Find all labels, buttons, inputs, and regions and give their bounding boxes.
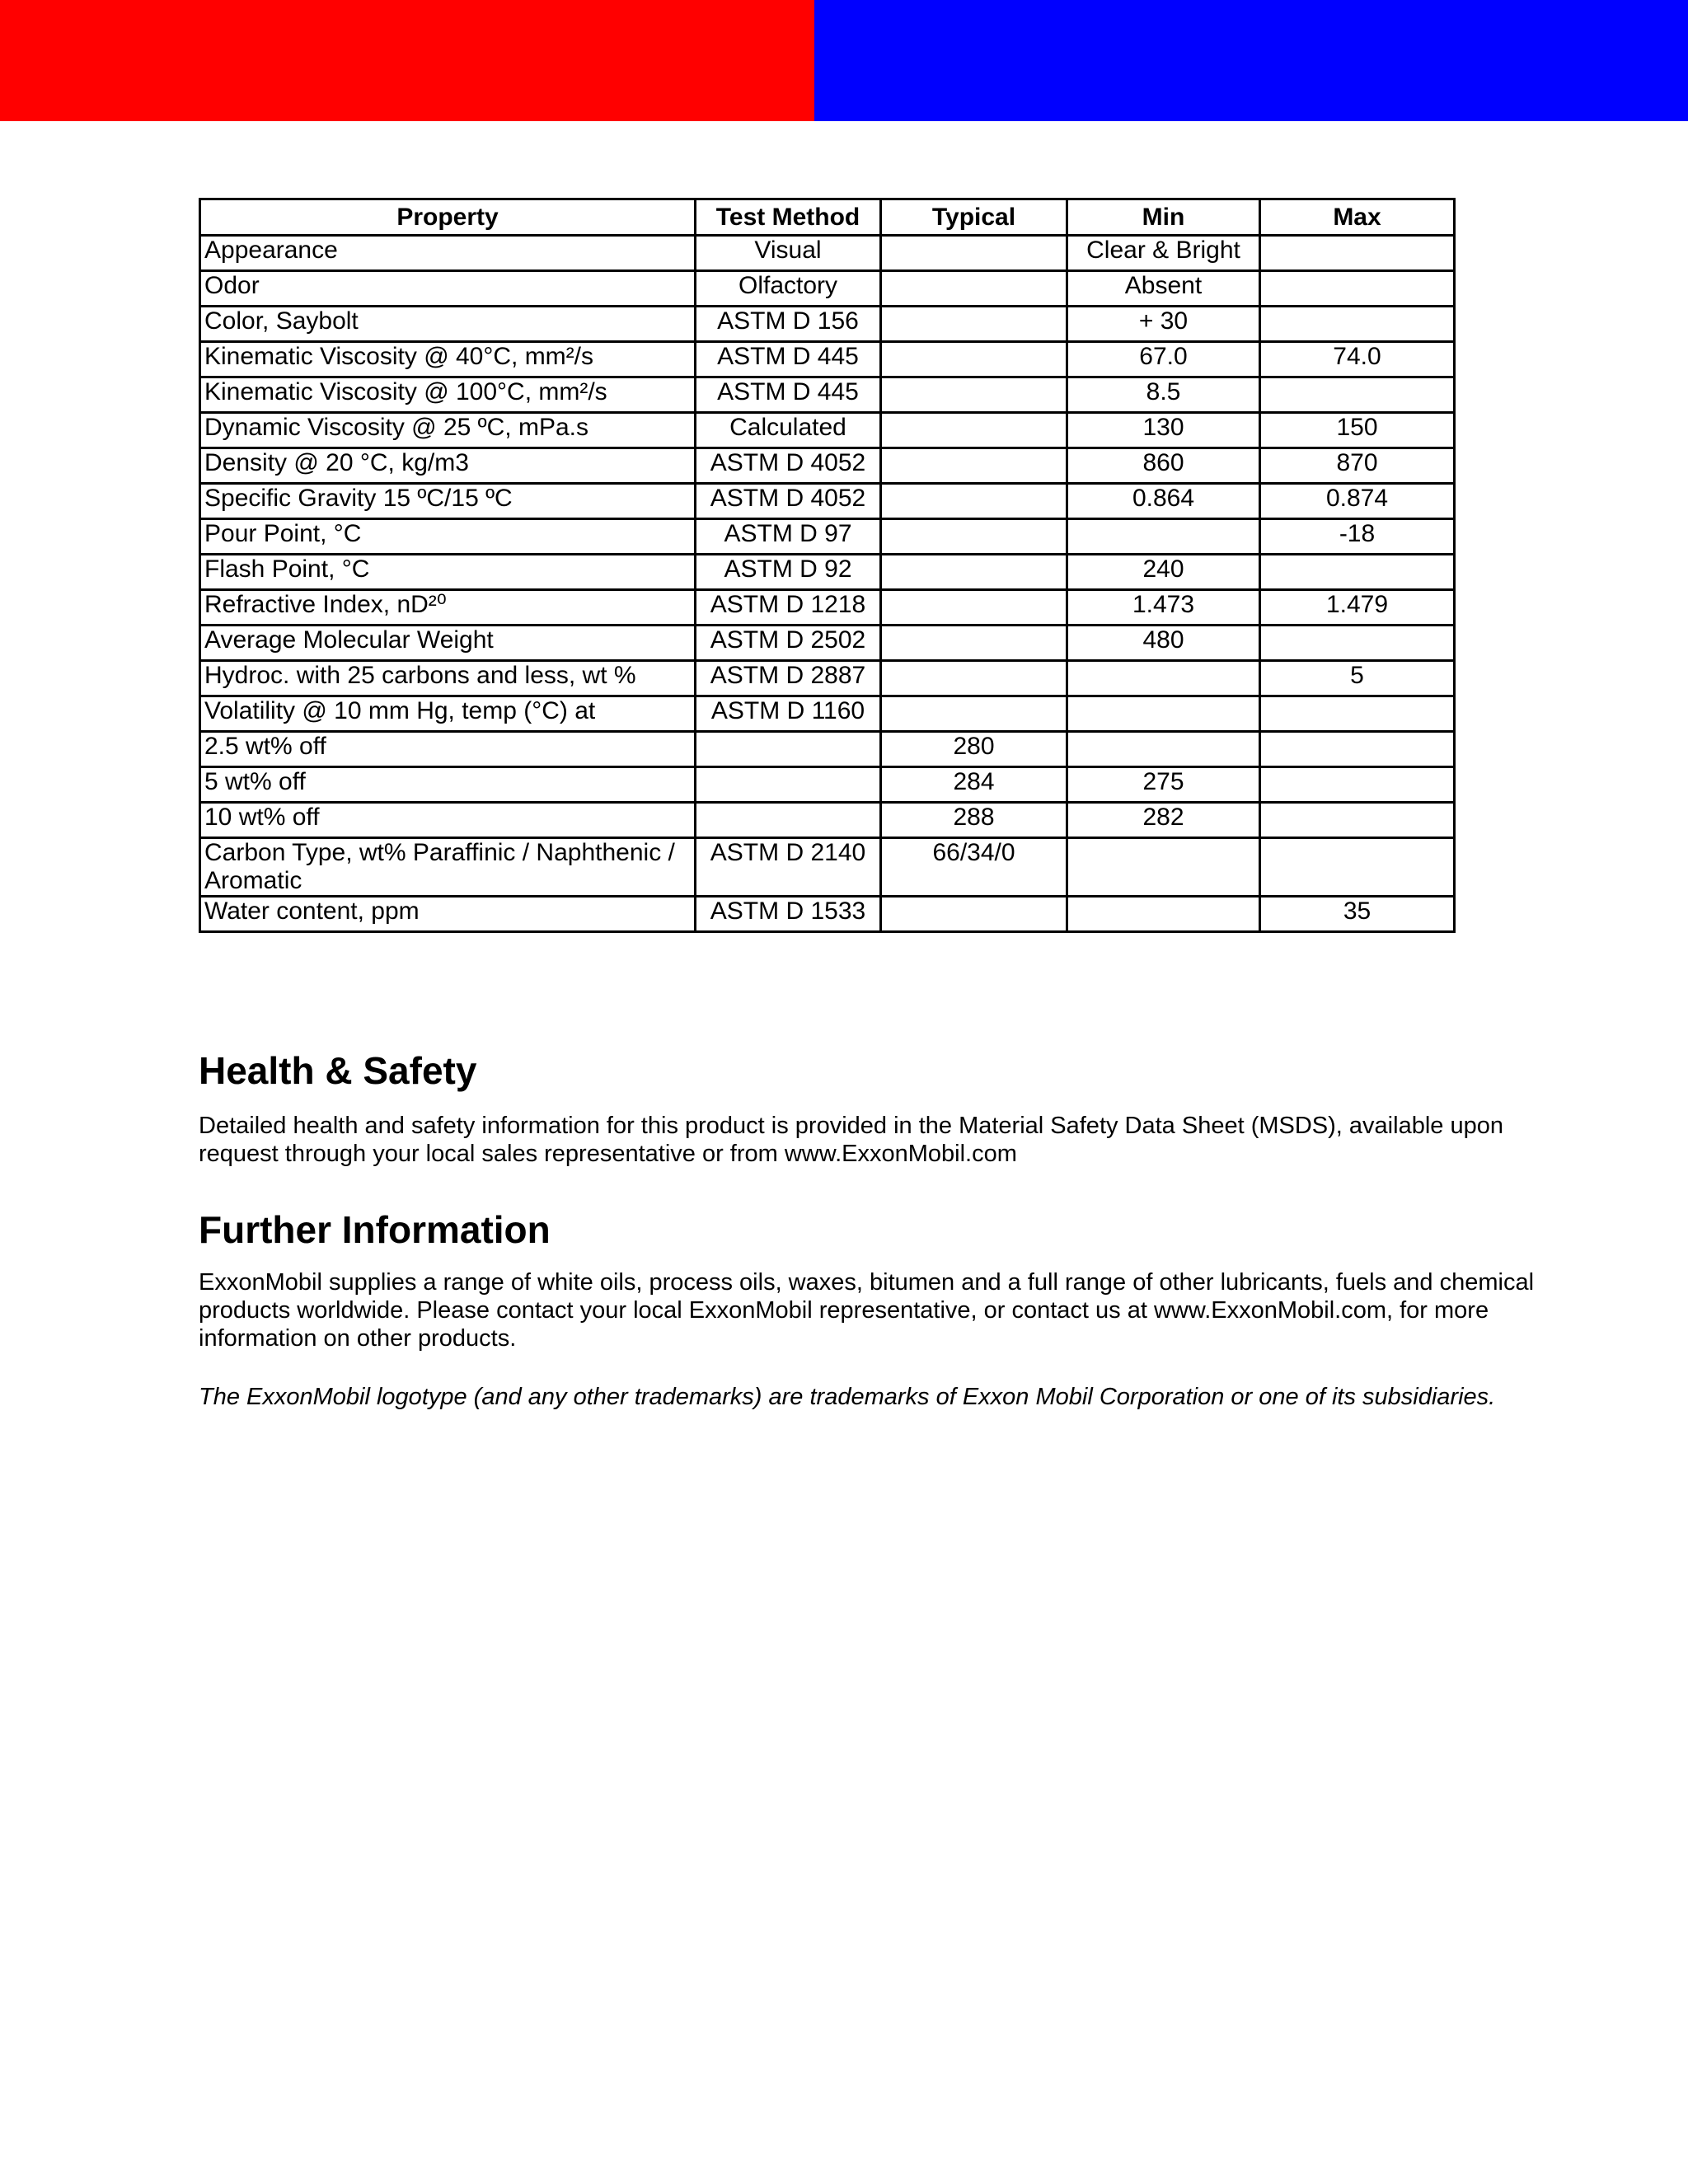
cell-test-method: Visual <box>696 236 881 271</box>
cell-min <box>1067 519 1260 555</box>
cell-min: 275 <box>1067 767 1260 803</box>
table-row <box>200 626 1455 661</box>
cell-max: 870 <box>1260 448 1455 484</box>
cell-property: Odor <box>200 271 696 307</box>
cell-property: Kinematic Viscosity @ 100°C, mm²/s <box>200 377 696 413</box>
table-row <box>200 307 1455 342</box>
cell-test-method: ASTM D 2887 <box>696 661 881 696</box>
cell-typical <box>881 342 1067 377</box>
table-row <box>200 271 1455 307</box>
cell-property: 10 wt% off <box>200 803 696 838</box>
cell-min: 130 <box>1067 413 1260 448</box>
cell-max <box>1260 307 1455 342</box>
table-row <box>200 661 1455 696</box>
cell-max: 150 <box>1260 413 1455 448</box>
column-header-property: Property <box>200 199 696 236</box>
cell-min: 860 <box>1067 448 1260 484</box>
cell-typical <box>881 897 1067 932</box>
cell-min <box>1067 897 1260 932</box>
cell-property: Appearance <box>200 236 696 271</box>
cell-typical <box>881 555 1067 590</box>
cell-typical: 280 <box>881 732 1067 767</box>
table-row <box>200 413 1455 448</box>
cell-min: 1.473 <box>1067 590 1260 626</box>
cell-max <box>1260 803 1455 838</box>
table-row <box>200 236 1455 271</box>
table-row <box>200 897 1455 932</box>
cell-max: 74.0 <box>1260 342 1455 377</box>
cell-typical <box>881 236 1067 271</box>
table-row <box>200 590 1455 626</box>
cell-typical: 288 <box>881 803 1067 838</box>
cell-min: 8.5 <box>1067 377 1260 413</box>
table-row <box>200 803 1455 838</box>
cell-min: 282 <box>1067 803 1260 838</box>
cell-min: 240 <box>1067 555 1260 590</box>
cell-test-method: ASTM D 4052 <box>696 448 881 484</box>
cell-min: Absent <box>1067 271 1260 307</box>
column-header-test-method: Test Method <box>696 199 881 236</box>
health-safety-text: Detailed health and safety information for this product is provided in the Material Safety Data Sheet (MSDS), available upon request through your local sales representative or from www.ExxonMobil.com <box>199 1113 1503 1167</box>
table-row <box>200 696 1455 732</box>
cell-test-method: ASTM D 1218 <box>696 590 881 626</box>
cell-typical: 66/34/0 <box>881 838 1067 897</box>
cell-test-method <box>696 732 881 767</box>
cell-max <box>1260 377 1455 413</box>
cell-max <box>1260 236 1455 271</box>
cell-typical <box>881 626 1067 661</box>
table-row <box>200 767 1455 803</box>
cell-property: Carbon Type, wt% Paraffinic / Naphthenic / Aromatic <box>200 838 696 897</box>
table-row <box>200 484 1455 519</box>
cell-typical <box>881 307 1067 342</box>
header-color-band <box>0 0 1688 121</box>
cell-max <box>1260 838 1455 897</box>
header-band-red <box>0 0 814 121</box>
table-row <box>200 377 1455 413</box>
cell-max: 0.874 <box>1260 484 1455 519</box>
cell-min <box>1067 661 1260 696</box>
cell-max: -18 <box>1260 519 1455 555</box>
cell-test-method: ASTM D 2140 <box>696 838 881 897</box>
cell-max <box>1260 271 1455 307</box>
cell-typical <box>881 413 1067 448</box>
further-information-heading: Further Information <box>199 1208 551 1251</box>
cell-max <box>1260 696 1455 732</box>
header-band-blue <box>814 0 1688 121</box>
cell-typical <box>881 271 1067 307</box>
table-row <box>200 519 1455 555</box>
cell-min <box>1067 732 1260 767</box>
cell-property: Volatility @ 10 mm Hg, temp (°C) at <box>200 696 696 732</box>
table-row <box>200 732 1455 767</box>
cell-test-method: ASTM D 445 <box>696 342 881 377</box>
cell-max: 1.479 <box>1260 590 1455 626</box>
column-header-min: Min <box>1067 199 1260 236</box>
cell-test-method: ASTM D 1160 <box>696 696 881 732</box>
cell-typical <box>881 377 1067 413</box>
trademark-notice: The ExxonMobil logotype (and any other trademarks) are trademarks of Exxon Mobil Corporation or one of its subsidiaries. <box>199 1384 1496 1410</box>
cell-typical <box>881 448 1067 484</box>
cell-typical <box>881 661 1067 696</box>
table-row <box>200 342 1455 377</box>
cell-test-method <box>696 767 881 803</box>
cell-test-method: ASTM D 445 <box>696 377 881 413</box>
cell-max <box>1260 555 1455 590</box>
cell-test-method <box>696 803 881 838</box>
cell-max <box>1260 767 1455 803</box>
further-information-text: ExxonMobil supplies a range of white oils, process oils, waxes, bitumen and a full range of other lubricants, fuels and chemical products worldwide. Please contact your local ExxonMobil representative, or contact us at www.ExxonMobil.com, for more information on other products. <box>199 1269 1535 1352</box>
table-row <box>200 838 1455 897</box>
cell-min: 0.864 <box>1067 484 1260 519</box>
cell-typical <box>881 484 1067 519</box>
cell-property: 2.5 wt% off <box>200 732 696 767</box>
cell-min <box>1067 696 1260 732</box>
cell-min <box>1067 838 1260 897</box>
cell-test-method: ASTM D 156 <box>696 307 881 342</box>
cell-property: Average Molecular Weight <box>200 626 696 661</box>
typical-properties-table <box>199 198 1456 933</box>
cell-test-method: Calculated <box>696 413 881 448</box>
cell-typical <box>881 519 1067 555</box>
cell-property: Kinematic Viscosity @ 40°C, mm²/s <box>200 342 696 377</box>
cell-typical <box>881 590 1067 626</box>
column-header-typical: Typical <box>881 199 1067 236</box>
cell-max: 5 <box>1260 661 1455 696</box>
cell-min: Clear & Bright <box>1067 236 1260 271</box>
health-safety-heading: Health & Safety <box>199 1049 477 1092</box>
cell-property: Dynamic Viscosity @ 25 ºC, mPa.s <box>200 413 696 448</box>
cell-property: Flash Point, °C <box>200 555 696 590</box>
cell-property: Density @ 20 °C, kg/m3 <box>200 448 696 484</box>
cell-property: Pour Point, °C <box>200 519 696 555</box>
cell-max <box>1260 626 1455 661</box>
cell-property: Specific Gravity 15 ºC/15 ºC <box>200 484 696 519</box>
cell-property: Water content, ppm <box>200 897 696 932</box>
cell-min: 67.0 <box>1067 342 1260 377</box>
cell-test-method: ASTM D 92 <box>696 555 881 590</box>
cell-test-method: ASTM D 97 <box>696 519 881 555</box>
cell-min: + 30 <box>1067 307 1260 342</box>
cell-property: Hydroc. with 25 carbons and less, wt % <box>200 661 696 696</box>
cell-property: Color, Saybolt <box>200 307 696 342</box>
cell-max <box>1260 732 1455 767</box>
table-header-row <box>200 199 1455 236</box>
cell-min: 480 <box>1067 626 1260 661</box>
cell-typical <box>881 696 1067 732</box>
cell-typical: 284 <box>881 767 1067 803</box>
cell-property: Refractive Index, nD²⁰ <box>200 590 696 626</box>
cell-test-method: ASTM D 1533 <box>696 897 881 932</box>
column-header-max: Max <box>1260 199 1455 236</box>
cell-max: 35 <box>1260 897 1455 932</box>
table-row <box>200 555 1455 590</box>
cell-test-method: ASTM D 4052 <box>696 484 881 519</box>
cell-test-method: ASTM D 2502 <box>696 626 881 661</box>
cell-property: 5 wt% off <box>200 767 696 803</box>
table-row <box>200 448 1455 484</box>
cell-test-method: Olfactory <box>696 271 881 307</box>
